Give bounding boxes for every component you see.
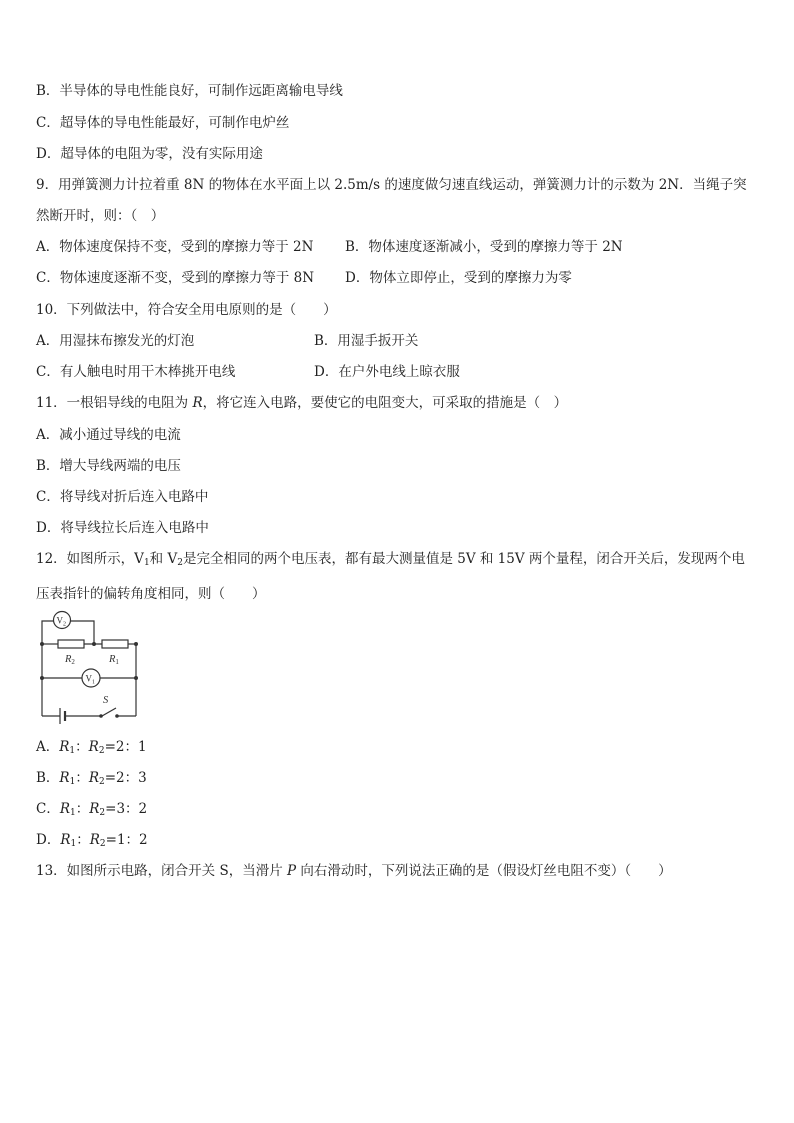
q11-option-b: B．增大导线两端的电压 <box>36 458 181 474</box>
v2-label: $V_2$ <box>56 615 66 628</box>
q11-option-c: C．将导线对折后连入电路中 <box>36 489 209 505</box>
q9-option-a: A．物体速度保持不变，受到的摩擦力等于 2N <box>36 239 314 255</box>
q8-option-b: B．半导体的导电性能良好，可制作远距离输电导线 <box>36 83 343 99</box>
q10-option-d: D．在户外电线上晾衣服 <box>314 364 460 380</box>
q9-option-d: D．物体立即停止，受到的摩擦力为零 <box>345 270 572 286</box>
q13-stem: 13．如图所示电路，闭合开关 S，当滑片 P 向右滑动时，下列说法正确的是（假设灯丝电阻不变）（ ） <box>36 863 672 879</box>
q9-option-c: C．物体速度逐渐不变，受到的摩擦力等于 8N <box>36 270 315 286</box>
q9-stem: 9．用弹簧测力计拉着重 8N 的物体在水平面上以 2.5m/s 的速度做匀速直线运动，弹簧测力计的示数为 2N．当绳子突然断开时，则：（ ） <box>36 177 747 224</box>
q12-option-c: C．$R_1$：$R_2=3$：2 <box>36 801 148 818</box>
v1-label: $V_1$ <box>85 673 95 686</box>
q12-option-b: B．$R_1$：$R_2=2$：3 <box>36 770 147 787</box>
q8-option-c: C．超导体的导电性能最好，可制作电炉丝 <box>36 115 290 131</box>
circuit-diagram <box>36 606 146 724</box>
q10-stem: 10．下列做法中，符合安全用电原则的是（ ） <box>36 302 337 318</box>
q12-option-d: D．$R_1$：$R_2=1$：2 <box>36 832 148 849</box>
q12-stem: 12．如图所示，$V_1$和 $V_2$是完全相同的两个电压表，都有最大测量值是 5V 和 15V 两个量程，闭合开关后，发现两个电压表指针的偏转角度相同，则（ ） <box>36 551 745 602</box>
q12-option-a: A．$R_1$：$R_2=2$：1 <box>36 739 147 756</box>
q11-option-d: D．将导线拉长后连入电路中 <box>36 520 209 536</box>
switch-icon <box>102 708 116 716</box>
r1-label: R1 <box>109 654 119 666</box>
resistor-r2-icon <box>58 640 84 648</box>
q10-option-a: A．用湿抹布擦发光的灯泡 <box>36 333 195 349</box>
q9-option-b: B．物体速度逐渐减小，受到的摩擦力等于 2N <box>345 239 623 255</box>
r2-label: R2 <box>65 654 75 666</box>
q10-option-b: B．用湿手扳开关 <box>314 333 419 349</box>
q10-option-c: C．有人触电时用干木棒挑开电线 <box>36 364 236 380</box>
q8-option-d: D．超导体的电阻为零，没有实际用途 <box>36 146 263 162</box>
q11-option-a: A．减小通过导线的电流 <box>36 427 181 443</box>
resistor-r1-icon <box>102 640 128 648</box>
q11-stem: 11．一根铝导线的电阻为 R，将它连入电路，要使它的电阻变大，可采取的措施是（ ） <box>36 395 568 411</box>
switch-label: S <box>103 695 109 706</box>
